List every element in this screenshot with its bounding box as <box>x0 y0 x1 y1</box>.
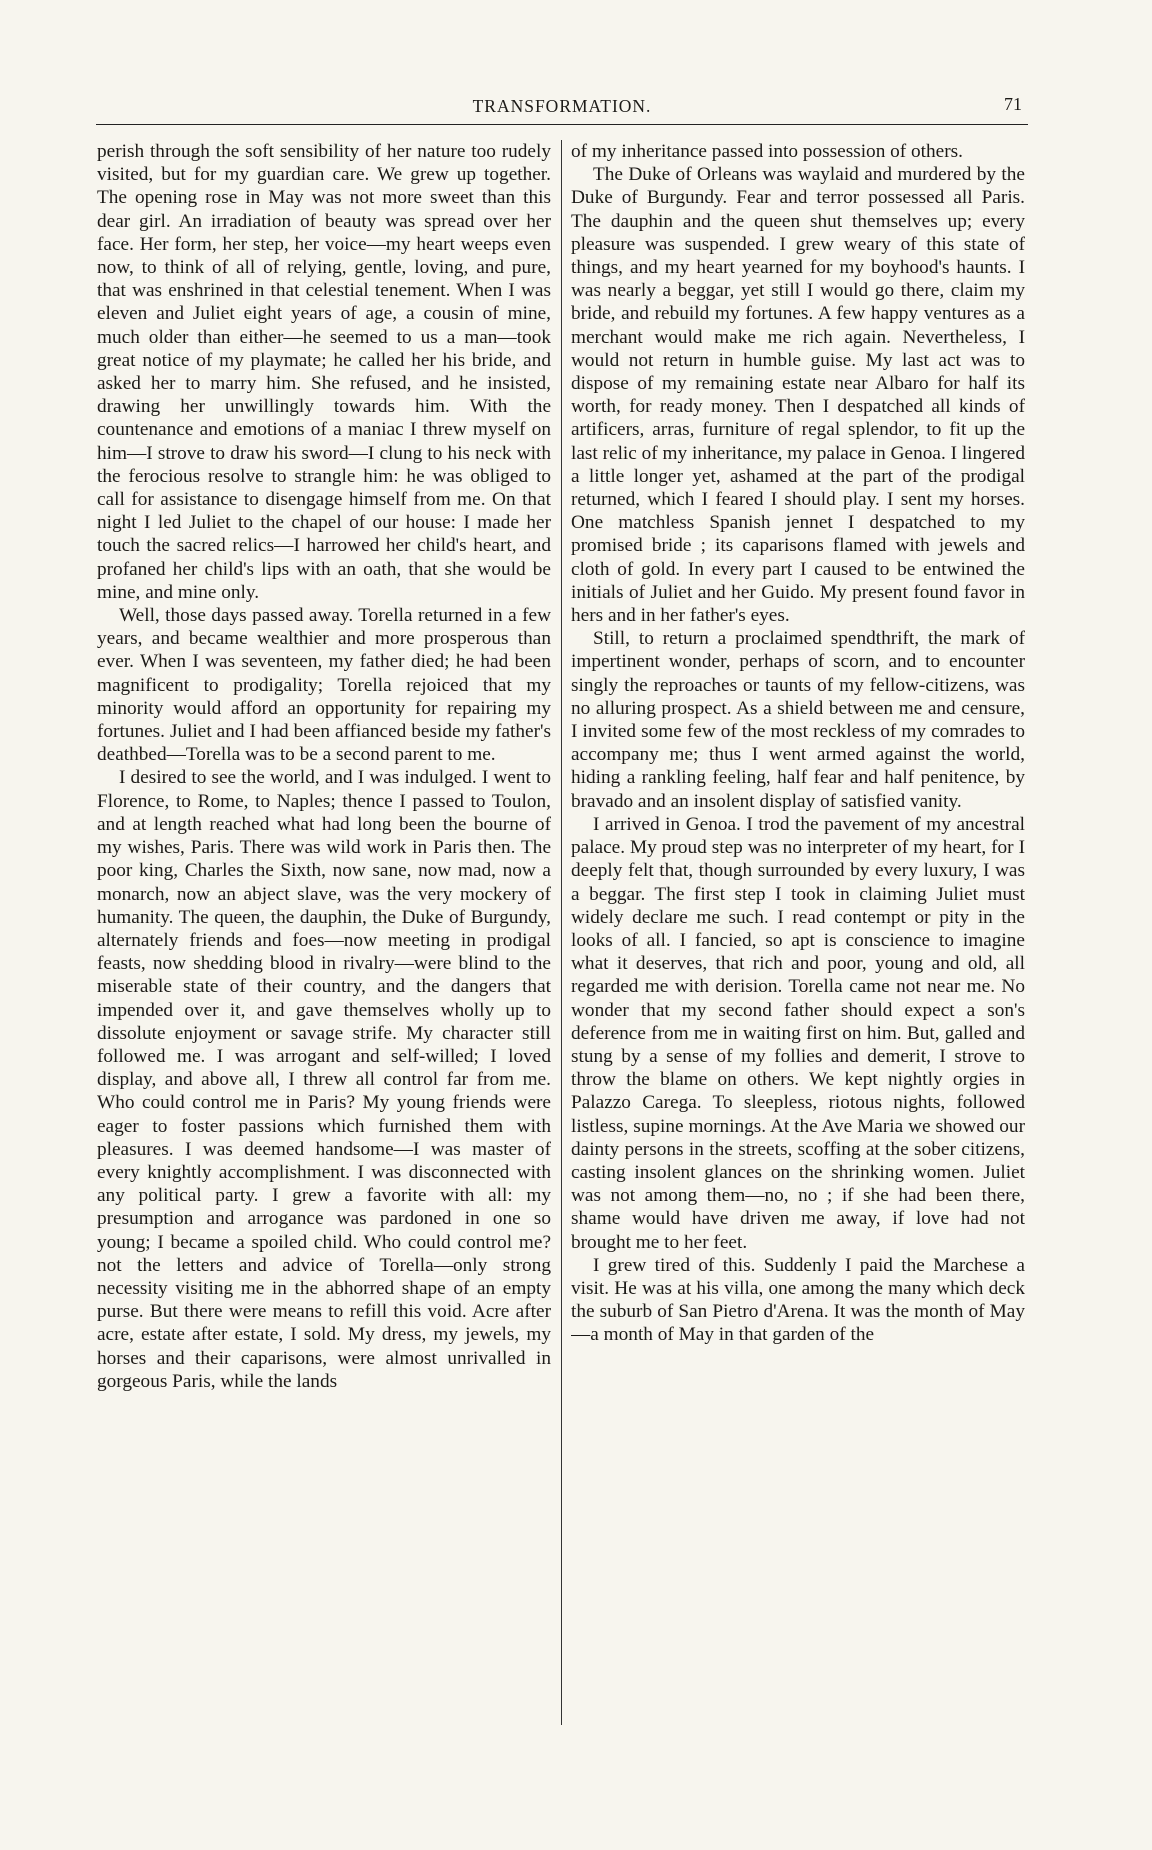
paragraph: I arrived in Genoa. I trod the pavement of my ancestral palace. My proud step was no interpreter of my heart, for I deeply felt that, though surrounded by every luxury, I was a beggar. The first step I took in claiming Juliet must widely declare me such. I read contempt or pity in the looks of all. I fancied, so apt is conscience to imagine what it deserves, that rich and poor, young and old, all regarded me with derision. Torella came not near me. No wonder that my second father should expect a son's deference from me in waiting first on him. But, galled and stung by a sense of my follies and demerit, I strove to throw the blame on others. We kept nightly orgies in Palazzo Carega. To sleepless, riotous nights, followed listless, supine mornings. At the Ave Maria we showed our dainty persons in the streets, scoffing at the sober citizens, casting insolent glances on the shrinking women. Juliet was not among them—no, no ; if she had been there, shame would have driven me away, if love had not brought me to her feet. <box>571 813 1025 1253</box>
paragraph: I desired to see the world, and I was indulged. I went to Florence, to Rome, to Naples; thence I passed to Toulon, and at length reached what had long been the bourne of my wishes, Paris. There was wild work in Paris then. The poor king, Charles the Sixth, now sane, now mad, now a monarch, now an abject slave, was the very mockery of humanity. The queen, the dauphin, the Duke of Burgundy, alternately friends and foes—now meeting in prodigal feasts, now shedding blood in rivalry—were blind to the miserable state of their country, and the dangers that impended over it, and gave themselves wholly up to dissolute enjoyment or savage strife. My character still followed me. I was arrogant and self-willed; I loved display, and above all, I threw all control far from me. Who could control me in Paris? My young friends were eager to foster passions which furnished them with pleasures. I was deemed handsome—I was master of every knightly accomplishment. I was disconnected with any political party. I grew a favorite with all: my presumption and arrogance was pardoned in one so young; I became a spoiled child. Who could control me? not the letters and advice of Torella—only strong necessity visiting me in the abhorred shape of an empty purse. But there were means to refill this void. Acre after acre, estate after estate, I sold. My dress, my jewels, my horses and their caparisons, were almost unrivalled in gorgeous Paris, while the lands <box>97 767 551 1392</box>
paragraph: I grew tired of this. Suddenly I paid the Marchese a visit. He was at his villa, one among the many which deck the suburb of San Pietro d'Arena. It was the month of May—a month of May in that garden of the <box>571 1254 1025 1346</box>
right-column <box>571 140 1025 1725</box>
paragraph: Well, those days passed away. Torella returned in a few years, and became wealthier and more prosperous than ever. When I was seventeen, my father died; he had been magnificent to prodigality; Torella rejoiced that my minority would afford an opportunity for repairing my fortunes. Juliet and I had been affianced beside my father's deathbed—Torella was to be a second parent to me. <box>97 605 551 766</box>
running-title: TRANSFORMATION. <box>472 96 652 116</box>
column-divider <box>561 140 562 1725</box>
left-column <box>97 140 551 1725</box>
paragraph: perish through the soft sensibility of her nature too rudely visited, but for my guardian care. We grew up together. The opening rose in May was not more sweet than this dear girl. An irradiation of beauty was spread over her face. Her form, her step, her voice—my heart weeps even now, to think of all of relying, gentle, loving, and pure, that was enshrined in that celestial tenement. When I was eleven and Juliet eight years of age, a cousin of mine, much older than either—he seemed to us a man—took great notice of my playmate; he called her his bride, and asked her to marry him. She refused, and he insisted, drawing her unwillingly towards him. With the countenance and emotions of a maniac I threw myself on him—I strove to draw his sword—I clung to his neck with the ferocious resolve to strangle him: he was obliged to call for assistance to disengage himself from me. On that night I led Juliet to the chapel of our house: I made her touch the sacred relics—I harrowed her child's heart, and profaned her child's lips with an oath, that she would be mine, and mine only. <box>97 141 551 603</box>
running-header <box>96 90 1028 125</box>
paragraph: Still, to return a proclaimed spendthrift, the mark of impertinent wonder, perhaps of scorn, and to encounter singly the reproaches or taunts of my fellow-citizens, was no alluring prospect. As a shield between me and censure, I invited some few of the most reckless of my comrades to accompany me; thus I went armed against the world, hiding a rankling feeling, half fear and half penitence, by bravado and an insolent display of satisfied vanity. <box>571 628 1025 812</box>
paragraph: of my inheritance passed into possession of others. <box>571 141 963 162</box>
paragraph: The Duke of Orleans was waylaid and murdered by the Duke of Burgundy. Fear and terror possessed all Paris. The dauphin and the queen shut themselves up; every pleasure was suspended. I grew weary of this state of things, and my heart yearned for my boyhood's haunts. I was nearly a beggar, yet still I would go there, claim my bride, and rebuild my fortunes. A few happy ventures as a merchant would make me rich again. Nevertheless, I would not return in humble guise. My last act was to dispose of my remaining estate near Albaro for half its worth, for ready money. Then I despatched all kinds of artificers, arras, furniture of regal splendor, to fit up the last relic of my inheritance, my palace in Genoa. I lingered a little longer yet, ashamed at the part of the prodigal returned, which I feared I should play. I sent my horses. One matchless Spanish jennet I despatched to my promised bride ; its caparisons flamed with jewels and cloth of gold. In every part I caused to be entwined the initials of Juliet and her Guido. My present found favor in hers and in her father's eyes. <box>571 164 1025 627</box>
page-number: 71 <box>1004 94 1022 114</box>
